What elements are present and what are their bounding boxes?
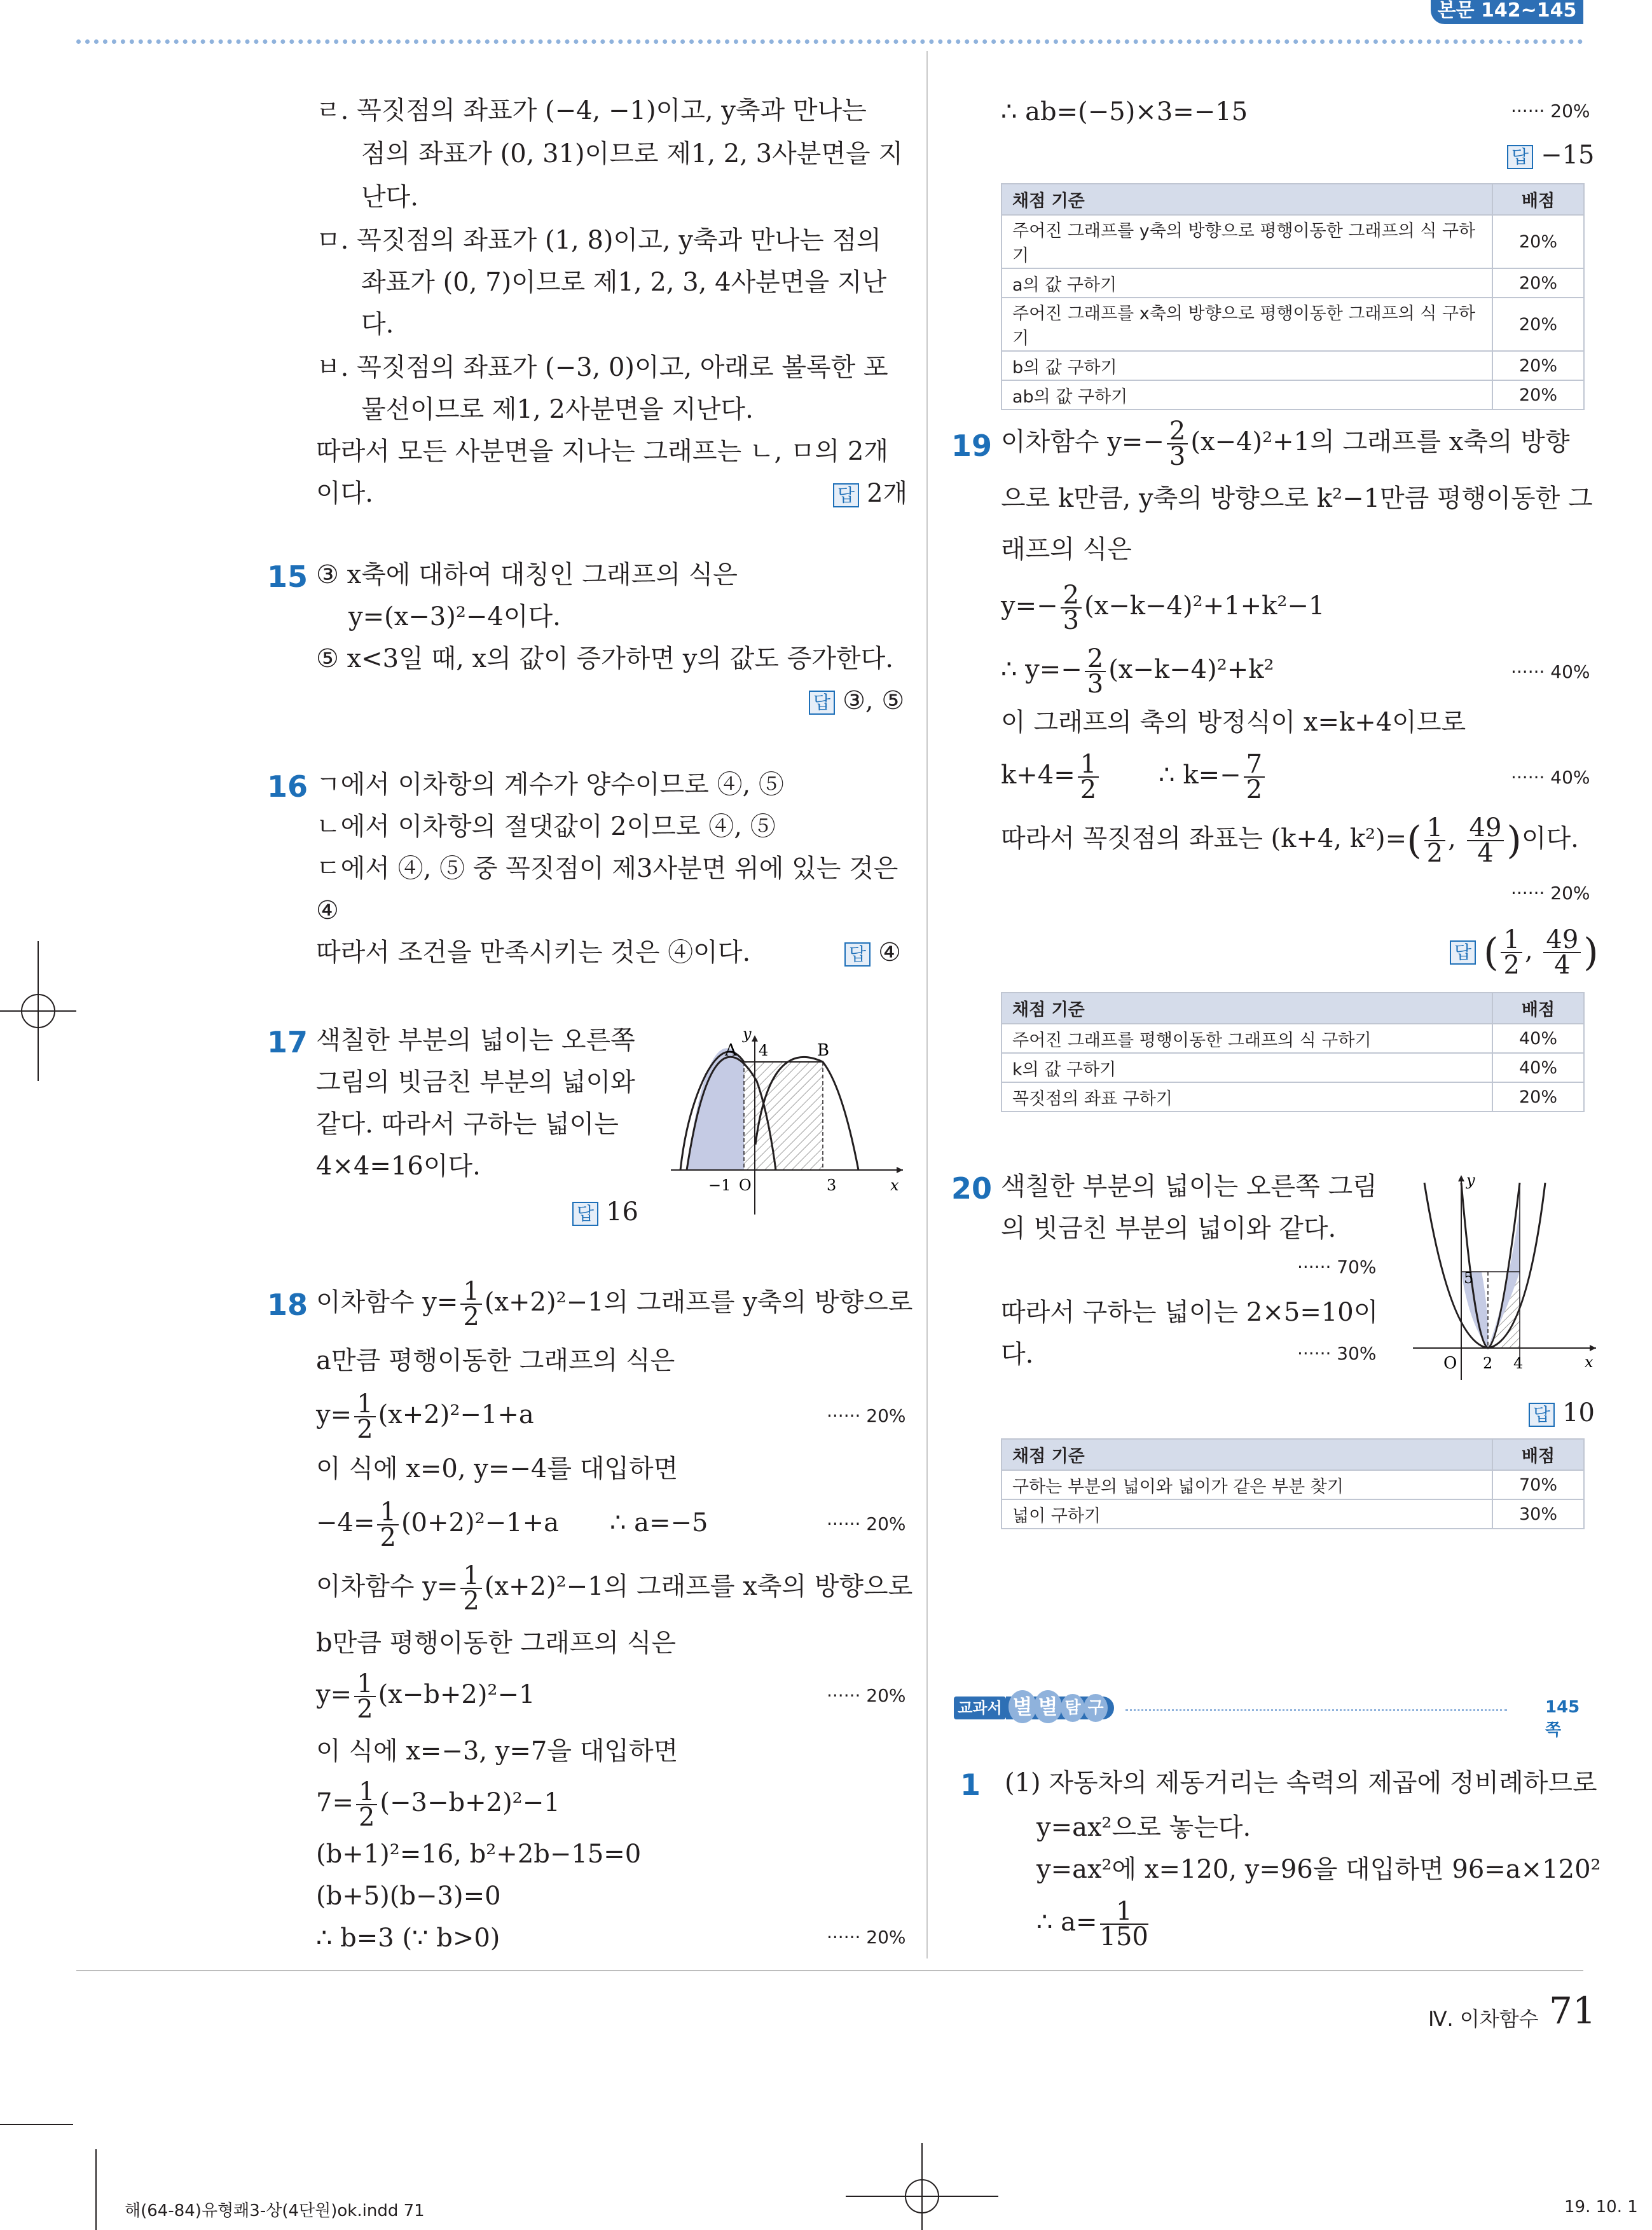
- text: 이차함수 y=: [316, 1572, 458, 1601]
- table-cell: 주어진 그래프를 평행이동한 그래프의 식 구하기: [1002, 1024, 1492, 1053]
- num: 2: [1167, 419, 1188, 444]
- point-a-label: A: [725, 1041, 737, 1060]
- file-name: 해(64-84)유형쾌3-상(4단원)ok.indd 71: [125, 2201, 425, 2220]
- text-line: 물선이므로 제1, 2사분면을 지난다.: [361, 395, 754, 424]
- num: 1: [354, 1392, 375, 1417]
- num: 2: [1085, 647, 1106, 672]
- table-cell: 20%: [1492, 215, 1584, 268]
- den: 4: [1477, 839, 1494, 868]
- table-cell: 주어진 그래프를 x축의 방향으로 평행이동한 그래프의 식 구하기: [1002, 298, 1492, 351]
- answer-value: 10: [1562, 1398, 1595, 1428]
- score-pct: ······ 20%: [827, 1405, 906, 1426]
- question-number: 17: [267, 1025, 308, 1059]
- text-line: 이 식에 x=0, y=−4를 대입하면: [316, 1454, 678, 1483]
- q18-line6: [316, 1559, 912, 1614]
- table-cell: 40%: [1492, 1024, 1584, 1053]
- q19-line1: [1001, 415, 1570, 469]
- den: 2: [357, 1415, 373, 1444]
- fraction: [1501, 925, 1522, 980]
- fraction: [1244, 752, 1265, 802]
- answer-badge: 답: [1450, 940, 1476, 965]
- chapter-label: Ⅳ. 이차함수: [1428, 2007, 1539, 2031]
- table-cell: 70%: [1492, 1470, 1584, 1499]
- score-pct: ······ 40%: [1511, 767, 1590, 788]
- question-number: 20: [951, 1171, 993, 1206]
- question-number: 15: [267, 560, 308, 594]
- table-cell: 20%: [1492, 298, 1584, 351]
- text-line: (b+5)(b−3)=0: [316, 1882, 501, 1911]
- fraction: [1167, 416, 1188, 471]
- den: 3: [1063, 606, 1080, 635]
- num: 1: [1078, 752, 1099, 778]
- x-axis-label: x: [1585, 1353, 1593, 1371]
- text: ∴ a=−5: [609, 1508, 708, 1538]
- text: y=: [316, 1400, 352, 1429]
- label-2: 2: [1483, 1354, 1493, 1372]
- text-line: b만큼 평행이동한 그래프의 식은: [316, 1628, 677, 1658]
- text-line: 좌표가 (0, 7)이므로 제1, 2, 3, 4사분면을 지난: [361, 268, 887, 297]
- table-cell: 40%: [1492, 1053, 1584, 1082]
- den: 2: [1246, 775, 1263, 804]
- fraction: [1467, 813, 1504, 868]
- answer-17: [572, 1197, 638, 1227]
- x-axis-label: x: [890, 1176, 899, 1194]
- point-b-label: B: [817, 1041, 830, 1060]
- table-row: [1002, 380, 1584, 410]
- table-cell: 20%: [1492, 380, 1584, 410]
- answer-value: 2개: [867, 479, 908, 508]
- q18-line10: [316, 1775, 560, 1830]
- label-minus-1: −1: [708, 1176, 731, 1194]
- text: ∴ a=: [1036, 1908, 1098, 1937]
- registration-mark-left: [0, 941, 76, 1081]
- score-pct: ······ 20%: [1511, 883, 1590, 904]
- table-row: [1002, 351, 1584, 380]
- score-pct: ······ 20%: [827, 1927, 906, 1948]
- answer-value: ④: [878, 938, 901, 967]
- text-line: ㄹ. 꼭짓점의 좌표가 (−4, −1)이고, y축과 만나는: [316, 96, 867, 125]
- y-axis-label: y: [743, 1025, 752, 1043]
- answer-19: 답 ( $\frac{1}{2}$ , $\frac{49}{4}$ ): [1450, 923, 1599, 980]
- text-line: ㄱ에서 이차항의 계수가 양수이므로 ④, ⑤: [316, 770, 784, 799]
- table-row: [1002, 298, 1584, 351]
- fraction: [1543, 925, 1581, 980]
- den: 2: [1426, 839, 1443, 868]
- answer-badge: 답: [1529, 1403, 1555, 1427]
- text-line: ④: [316, 896, 339, 925]
- den: 2: [463, 1302, 479, 1332]
- score-pct: ······ 20%: [827, 1685, 906, 1706]
- y-axis-label: y: [1466, 1171, 1475, 1189]
- text: (x+2)²−1+a: [378, 1400, 534, 1429]
- table-row: [1002, 1053, 1584, 1082]
- footer-rule: [76, 1970, 1583, 1971]
- title-char: 탐: [1061, 1694, 1085, 1722]
- fraction: [377, 1497, 398, 1552]
- text-line: ⑤ x<3일 때, x의 값이 증가하면 y의 값도 증가한다.: [316, 644, 893, 673]
- text-line: 따라서 구하는 넓이는 2×5=10이: [1001, 1298, 1379, 1327]
- text: (x−4)²+1의 그래프를 x축의 방향: [1190, 427, 1570, 457]
- num: 49: [1543, 928, 1581, 953]
- text: 이차함수 y=−: [1001, 427, 1164, 457]
- den: 2: [1080, 775, 1097, 804]
- num: 1: [377, 1500, 398, 1525]
- grading-table-20: [1001, 1438, 1585, 1529]
- question-number: 1: [960, 1768, 981, 1802]
- table-header: 채점 기준: [1002, 1439, 1492, 1470]
- text-line: 이 식에 x=−3, y=7을 대입하면: [316, 1737, 678, 1766]
- q18-line5: [316, 1496, 708, 1550]
- text-line: y=(x−3)²−4이다.: [348, 602, 561, 631]
- table-header: 배점: [1492, 1439, 1584, 1470]
- q19-line4: [1001, 579, 1325, 633]
- text-line: 4×4=16이다.: [316, 1152, 481, 1181]
- answer-20: [1529, 1398, 1595, 1428]
- table-cell: 꼭짓점의 좌표 구하기: [1002, 1082, 1492, 1112]
- header-dotted-rule: [76, 39, 1583, 44]
- text: (x+2)²−1의 그래프를 x축의 방향으로: [484, 1572, 913, 1601]
- table-cell: 30%: [1492, 1499, 1584, 1529]
- fraction: [1085, 644, 1106, 699]
- grading-table-18: [1001, 183, 1585, 410]
- num: 7: [1244, 752, 1265, 778]
- text-line: ∴ b=3 (∵ b>0): [316, 1924, 500, 1953]
- answer-15: [809, 685, 904, 716]
- table-cell: b의 값 구하기: [1002, 351, 1492, 380]
- text-line: 의 빗금친 부분의 넓이와 같다.: [1001, 1214, 1337, 1243]
- text-line: 따라서 모든 사분면을 지나는 그래프는 ㄴ, ㅁ의 2개: [316, 437, 888, 466]
- question-number: 18: [267, 1288, 308, 1322]
- text: y=−: [1001, 591, 1058, 621]
- origin-label: O: [739, 1176, 752, 1194]
- score-pct: ······ 20%: [827, 1513, 906, 1534]
- text-line: ㅂ. 꼭짓점의 좌표가 (−3, 0)이고, 아래로 볼록한 포: [316, 353, 888, 382]
- label-4: 4: [759, 1042, 769, 1059]
- text-line: 같다. 따라서 구하는 넓이는: [316, 1110, 619, 1139]
- den: 2: [358, 1803, 375, 1832]
- origin-label: O: [1443, 1354, 1457, 1373]
- text-line: 색칠한 부분의 넓이는 오른쪽 그림: [1001, 1172, 1377, 1201]
- graph-20: [1412, 1170, 1602, 1386]
- fraction: [354, 1669, 375, 1724]
- num: 1: [1501, 928, 1522, 953]
- text: (x−k−4)²+1+k²−1: [1084, 591, 1325, 621]
- section-header-explore: [954, 1695, 1583, 1740]
- text-line: 난다.: [361, 182, 418, 212]
- fraction: [460, 1277, 481, 1332]
- label-4: 4: [1513, 1354, 1524, 1372]
- title-char: 별: [1034, 1690, 1062, 1723]
- table-cell: a의 값 구하기: [1002, 268, 1492, 298]
- table-header: 채점 기준: [1002, 184, 1492, 215]
- title-char: 별: [1008, 1690, 1036, 1723]
- text-line: 으로 k만큼, y축의 방향으로 k²−1만큼 평행이동한 그: [1001, 484, 1593, 513]
- text: ∴ k=−: [1159, 761, 1241, 790]
- q19-line5: [1001, 642, 1274, 697]
- answer-18: [1507, 140, 1594, 170]
- table-row: [1002, 1499, 1584, 1529]
- text-line: 따라서 조건을 만족시키는 것은 ④이다.: [316, 938, 751, 967]
- page-number: 71: [1549, 1989, 1596, 2032]
- table-cell: 구하는 부분의 넓이와 넓이가 같은 부분 찾기: [1002, 1470, 1492, 1499]
- print-date: 19. 10. 1: [1564, 2198, 1638, 2217]
- text-line: ㅁ. 꼭짓점의 좌표가 (1, 8)이고, y축과 만나는 점의: [316, 226, 881, 255]
- registration-mark-bottom: [846, 2143, 998, 2230]
- table-cell: ab의 값 구하기: [1002, 380, 1492, 410]
- question-number: 16: [267, 769, 308, 804]
- section-page: 145쪽: [1545, 1698, 1580, 1740]
- den: 2: [1503, 951, 1520, 980]
- answer-badge: 답: [833, 483, 859, 507]
- label-3: 3: [827, 1176, 837, 1194]
- text-line: a만큼 평행이동한 그래프의 식은: [316, 1346, 675, 1375]
- text: y=: [316, 1680, 352, 1709]
- table-cell: 20%: [1492, 268, 1584, 298]
- answer-badge: 답: [844, 942, 871, 967]
- q18-line3: [316, 1387, 534, 1442]
- q19-line7: [1001, 748, 1267, 802]
- fraction: [1078, 752, 1099, 802]
- fraction: [460, 1561, 481, 1616]
- text: (x−b+2)²−1: [378, 1680, 535, 1709]
- text: (0+2)²−1+a: [401, 1508, 559, 1538]
- answer-16: [844, 937, 901, 968]
- table-row: [1002, 1470, 1584, 1499]
- den: 3: [1087, 670, 1104, 699]
- table-cell: 20%: [1492, 351, 1584, 380]
- text-line: ③ x축에 대하여 대칭인 그래프의 식은: [316, 560, 738, 589]
- text: ∴ y=−: [1001, 655, 1082, 684]
- num: 2: [1061, 583, 1082, 609]
- text-line: ∴ ab=(−5)×3=−15: [1001, 97, 1248, 127]
- num: 1: [1100, 1899, 1148, 1925]
- answer-badge: 답: [1507, 145, 1533, 169]
- table-cell: 20%: [1492, 1082, 1584, 1112]
- q18-line8: [316, 1667, 535, 1722]
- num: 1: [354, 1672, 375, 1697]
- text-line: y=ax²으로 놓는다.: [1036, 1813, 1251, 1842]
- text: (−3−b+2)²−1: [380, 1788, 560, 1817]
- page-range-badge: 본문 142~145쪽: [1431, 0, 1583, 24]
- text-line: 이 그래프의 축의 방정식이 x=k+4이므로: [1001, 708, 1466, 737]
- text-line: (1) 자동차의 제동거리는 속력의 제곱에 정비례하므로: [1005, 1768, 1597, 1798]
- answer-value: ③, ⑤: [843, 686, 905, 715]
- answer-value: −15: [1541, 141, 1595, 170]
- question-number: 19: [951, 429, 993, 463]
- text: 이다.: [1521, 824, 1579, 853]
- answer-value: 16: [606, 1197, 638, 1227]
- table-row: [1002, 215, 1584, 268]
- fraction: [354, 1389, 375, 1444]
- crop-mark: [0, 2124, 73, 2125]
- den: 2: [357, 1695, 373, 1724]
- table-header: 배점: [1492, 184, 1584, 215]
- table-cell: 주어진 그래프를 y축의 방향으로 평행이동한 그래프의 식 구하기: [1002, 215, 1492, 268]
- den: 4: [1554, 951, 1571, 980]
- answer-14: [833, 478, 907, 509]
- score-pct: ······ 30%: [1297, 1343, 1377, 1364]
- answer-badge: 답: [572, 1202, 598, 1226]
- textbook-tag: 교과서: [954, 1697, 1006, 1719]
- table-row: [1002, 1082, 1584, 1112]
- text-line: 점의 좌표가 (0, 31)이므로 제1, 2, 3사분면을 지: [361, 139, 904, 169]
- table-row: [1002, 268, 1584, 298]
- text-line: 다.: [1001, 1340, 1034, 1369]
- column-divider: [926, 51, 928, 1958]
- text-line: 래프의 식은: [1001, 535, 1132, 564]
- fraction: [1100, 1899, 1148, 1949]
- text-line: y=ax²에 x=120, y=96을 대입하면 96=a×120²: [1036, 1855, 1601, 1884]
- graph-17: [668, 1024, 909, 1221]
- fraction: [1061, 583, 1082, 633]
- num: 49: [1467, 816, 1504, 841]
- q18-line1: [316, 1275, 912, 1330]
- crop-mark: [95, 2149, 97, 2230]
- label-5: 5: [1464, 1269, 1474, 1287]
- num: 1: [356, 1780, 377, 1805]
- text: 이차함수 y=: [316, 1288, 458, 1317]
- q1-line4: [1036, 1895, 1151, 1950]
- den: 2: [463, 1586, 479, 1616]
- text-line: 그림의 빗금친 부분의 넓이와: [316, 1068, 635, 1097]
- num: 1: [460, 1564, 481, 1589]
- table-cell: k의 값 구하기: [1002, 1053, 1492, 1082]
- fraction: [1424, 813, 1445, 868]
- den: 2: [380, 1523, 396, 1552]
- score-pct: ······ 70%: [1297, 1256, 1377, 1277]
- table-cell: 넓이 구하기: [1002, 1499, 1492, 1529]
- fraction: [356, 1777, 377, 1832]
- text-line: 색칠한 부분의 넓이는 오른쪽: [316, 1026, 635, 1055]
- text-line: 다.: [361, 310, 394, 339]
- text: 따라서 꼭짓점의 좌표는 (k+4, k²)=: [1001, 824, 1407, 853]
- title-char: 구: [1084, 1694, 1108, 1722]
- text: (x+2)²−1의 그래프를 y축의 방향으로: [484, 1288, 913, 1317]
- text-line: ㄴ에서 이차항의 절댓값이 2이므로 ④, ⑤: [316, 812, 776, 841]
- den: 3: [1169, 442, 1186, 471]
- table-row: [1002, 1024, 1584, 1053]
- text-line: (b+1)²=16, b²+2b−15=0: [316, 1840, 642, 1869]
- text: (x−k−4)²+k²: [1108, 655, 1274, 684]
- text-line: 이다.: [316, 479, 373, 508]
- score-pct: ······ 20%: [1511, 100, 1590, 121]
- score-pct: ······ 40%: [1511, 661, 1590, 682]
- q19-line8: 따라서 꼭짓점의 좌표는 (k+4, k²)=( $\frac{1}{2}$ , $\frac{49}{4}$ )이다.: [1001, 813, 1579, 868]
- num: 1: [1424, 816, 1445, 841]
- text: 7=: [316, 1788, 354, 1817]
- den: 150: [1099, 1922, 1148, 1951]
- table-header: 채점 기준: [1002, 993, 1492, 1024]
- text: k+4=: [1001, 761, 1075, 790]
- text: −4=: [316, 1508, 375, 1538]
- text-line: ㄷ에서 ④, ⑤ 중 꼭짓점이 제3사분면 위에 있는 것은: [316, 854, 898, 883]
- answer-badge: 답: [809, 691, 835, 715]
- table-header: 배점: [1492, 993, 1584, 1024]
- grading-table-19: [1001, 992, 1585, 1112]
- num: 1: [460, 1279, 481, 1305]
